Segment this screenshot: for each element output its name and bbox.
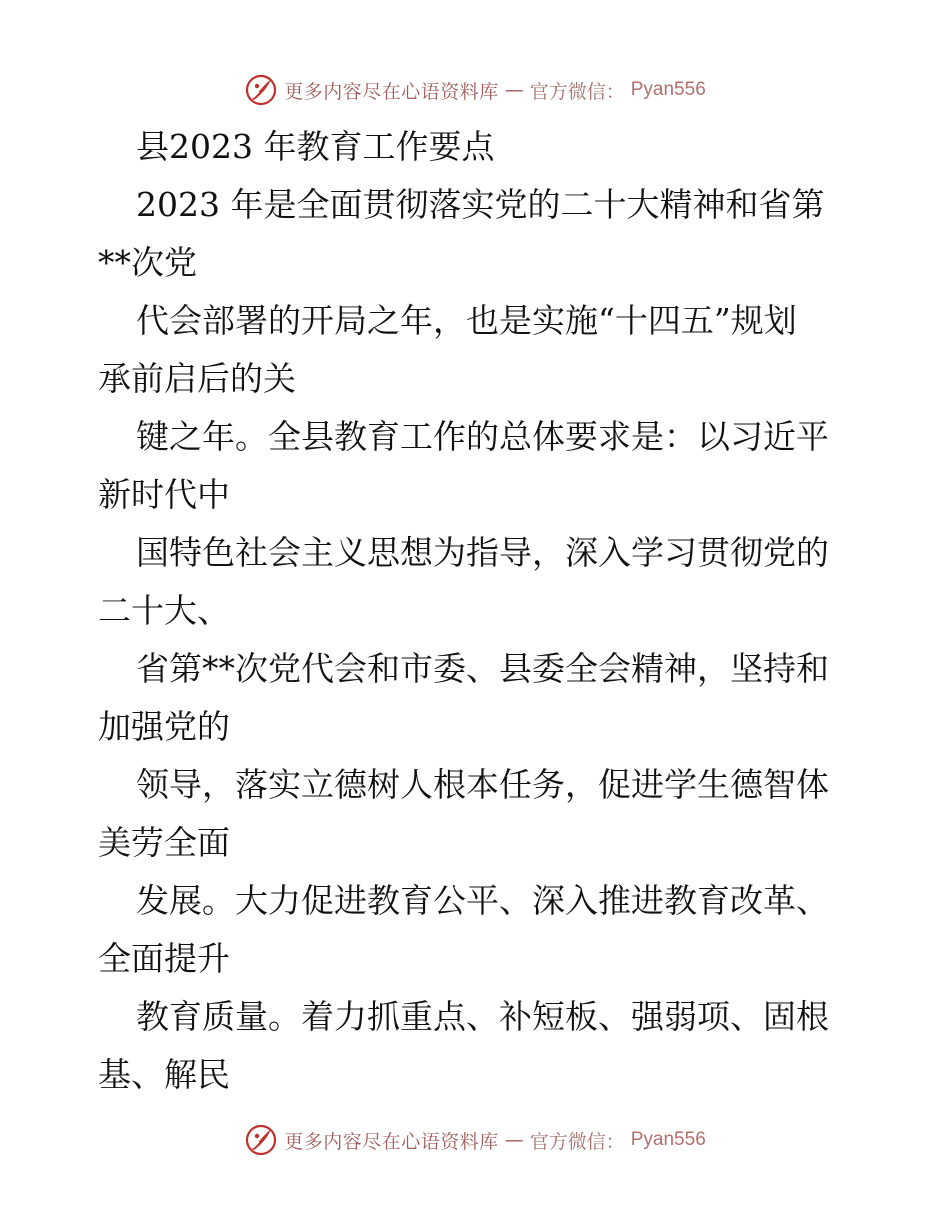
quill-pen-logo-icon xyxy=(244,73,278,107)
paragraph-line: 教育质量。着力抓重点、补短板、强弱项、固根 xyxy=(136,997,829,1036)
banner-wechat-id: Pyan556 xyxy=(630,1129,706,1150)
paragraph-line: 领导，落实立德树人根本任务，促进学生德智体 xyxy=(136,765,829,804)
banner-brand-text: 更多内容尽在心语资料库 xyxy=(284,1130,499,1153)
paragraph-line: 全面提升 xyxy=(98,939,230,978)
paragraph-line: 国特色社会主义思想为指导，深入学习贯彻党的 xyxy=(136,533,829,572)
paragraph-line: **次党 xyxy=(98,243,197,282)
document-body xyxy=(98,118,868,1104)
paragraph-line: 省第**次党代会和市委、县委全会精神，坚持和 xyxy=(136,649,829,688)
banner-wechat-id: Pyan556 xyxy=(630,79,706,100)
paragraph-line: 2023 年是全面贯彻落实党的二十大精神和省第 xyxy=(136,185,825,224)
footer-banner xyxy=(0,1120,950,1160)
banner-separator: — xyxy=(504,1129,524,1151)
banner-official-label: 官方微信： xyxy=(529,1130,625,1153)
paragraph-line: 加强党的 xyxy=(98,707,230,746)
paragraph-line: 键之年。全县教育工作的总体要求是：以习近平 xyxy=(136,417,829,456)
banner-separator: — xyxy=(504,79,524,101)
banner-brand-text: 更多内容尽在心语资料库 xyxy=(284,80,499,103)
quill-pen-logo-icon xyxy=(244,1123,278,1157)
document-title: 县2023 年教育工作要点 xyxy=(136,127,495,166)
paragraph-line: 新时代中 xyxy=(98,475,230,514)
paragraph-line: 基、解民 xyxy=(98,1055,230,1094)
paragraph-line: 代会部署的开局之年，也是实施“十四五”规划 xyxy=(136,301,797,340)
header-banner xyxy=(0,70,950,110)
paragraph-line: 二十大、 xyxy=(98,591,230,630)
paragraph-line: 美劳全面 xyxy=(98,823,230,862)
paragraph-line: 承前启后的关 xyxy=(98,359,296,398)
banner-official-label: 官方微信： xyxy=(529,80,625,103)
paragraph-line: 发展。大力促进教育公平、深入推进教育改革、 xyxy=(136,881,829,920)
